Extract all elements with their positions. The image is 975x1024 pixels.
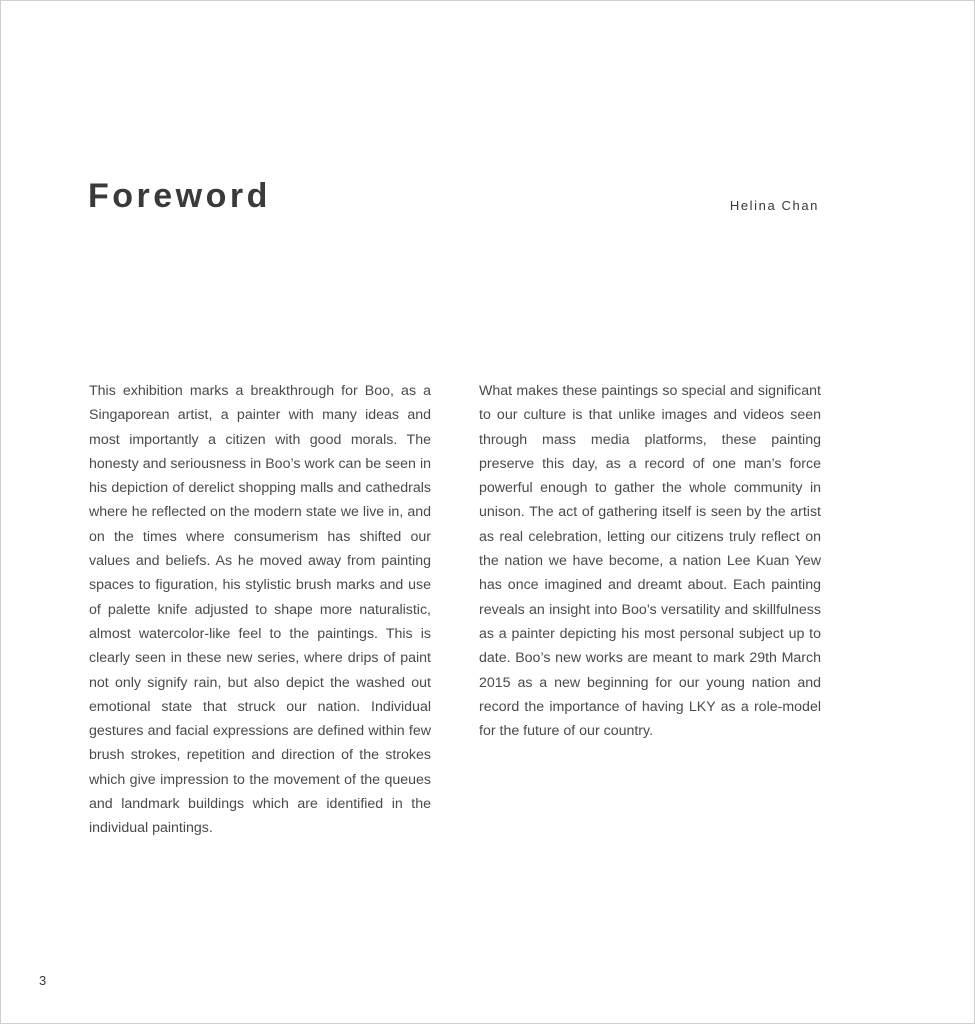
body-column-left: This exhibition marks a breakthrough for Boo, as a Singaporean artist, a painter with many ideas and most importantly a citizen with good morals. The honesty and seriousness in Boo’s work can be seen in his depiction of derelict shopping malls and cathedrals where he reflected on the modern state we live in, and on the times where consumerism has shifted our values and beliefs. As he moved away from painting spaces to figuration, his stylistic brush marks and use of palette knife adjusted to shape more naturalistic, almost watercolor-like feel to the paintings. This is clearly seen in these new series, where drips of paint not only signify rain, but also depict the washed out emotional state that struck our nation. Individual gestures and facial expressions are defined within few brush strokes, repetition and direction of the strokes which give impression to the movement of the queues and landmark buildings which are identified in the individual paintings. <box>89 383 431 837</box>
page-title: Foreword <box>88 177 271 215</box>
page-number: 3 <box>39 973 47 988</box>
body-column-right: What makes these paintings so special and significant to our culture is that unlike images and videos seen through mass media platforms, these painting preserve this day, as a record of one man’s force powerful enough to gather the whole community in unison. The act of gathering itself is seen by the artist as real celebration, letting our citizens truly reflect on the nation we have become, a nation Lee Kuan Yew has once imagined and dreamt about. Each painting reveals an insight into Boo’s versatility and skillfulness as a painter depicting his most personal subject up to date. Boo’s new works are meant to mark 29th March 2015 as a new beginning for our young nation and record the importance of having LKY as a role-model for the future of our country. <box>479 383 821 740</box>
author-name: Helina Chan <box>729 198 819 213</box>
